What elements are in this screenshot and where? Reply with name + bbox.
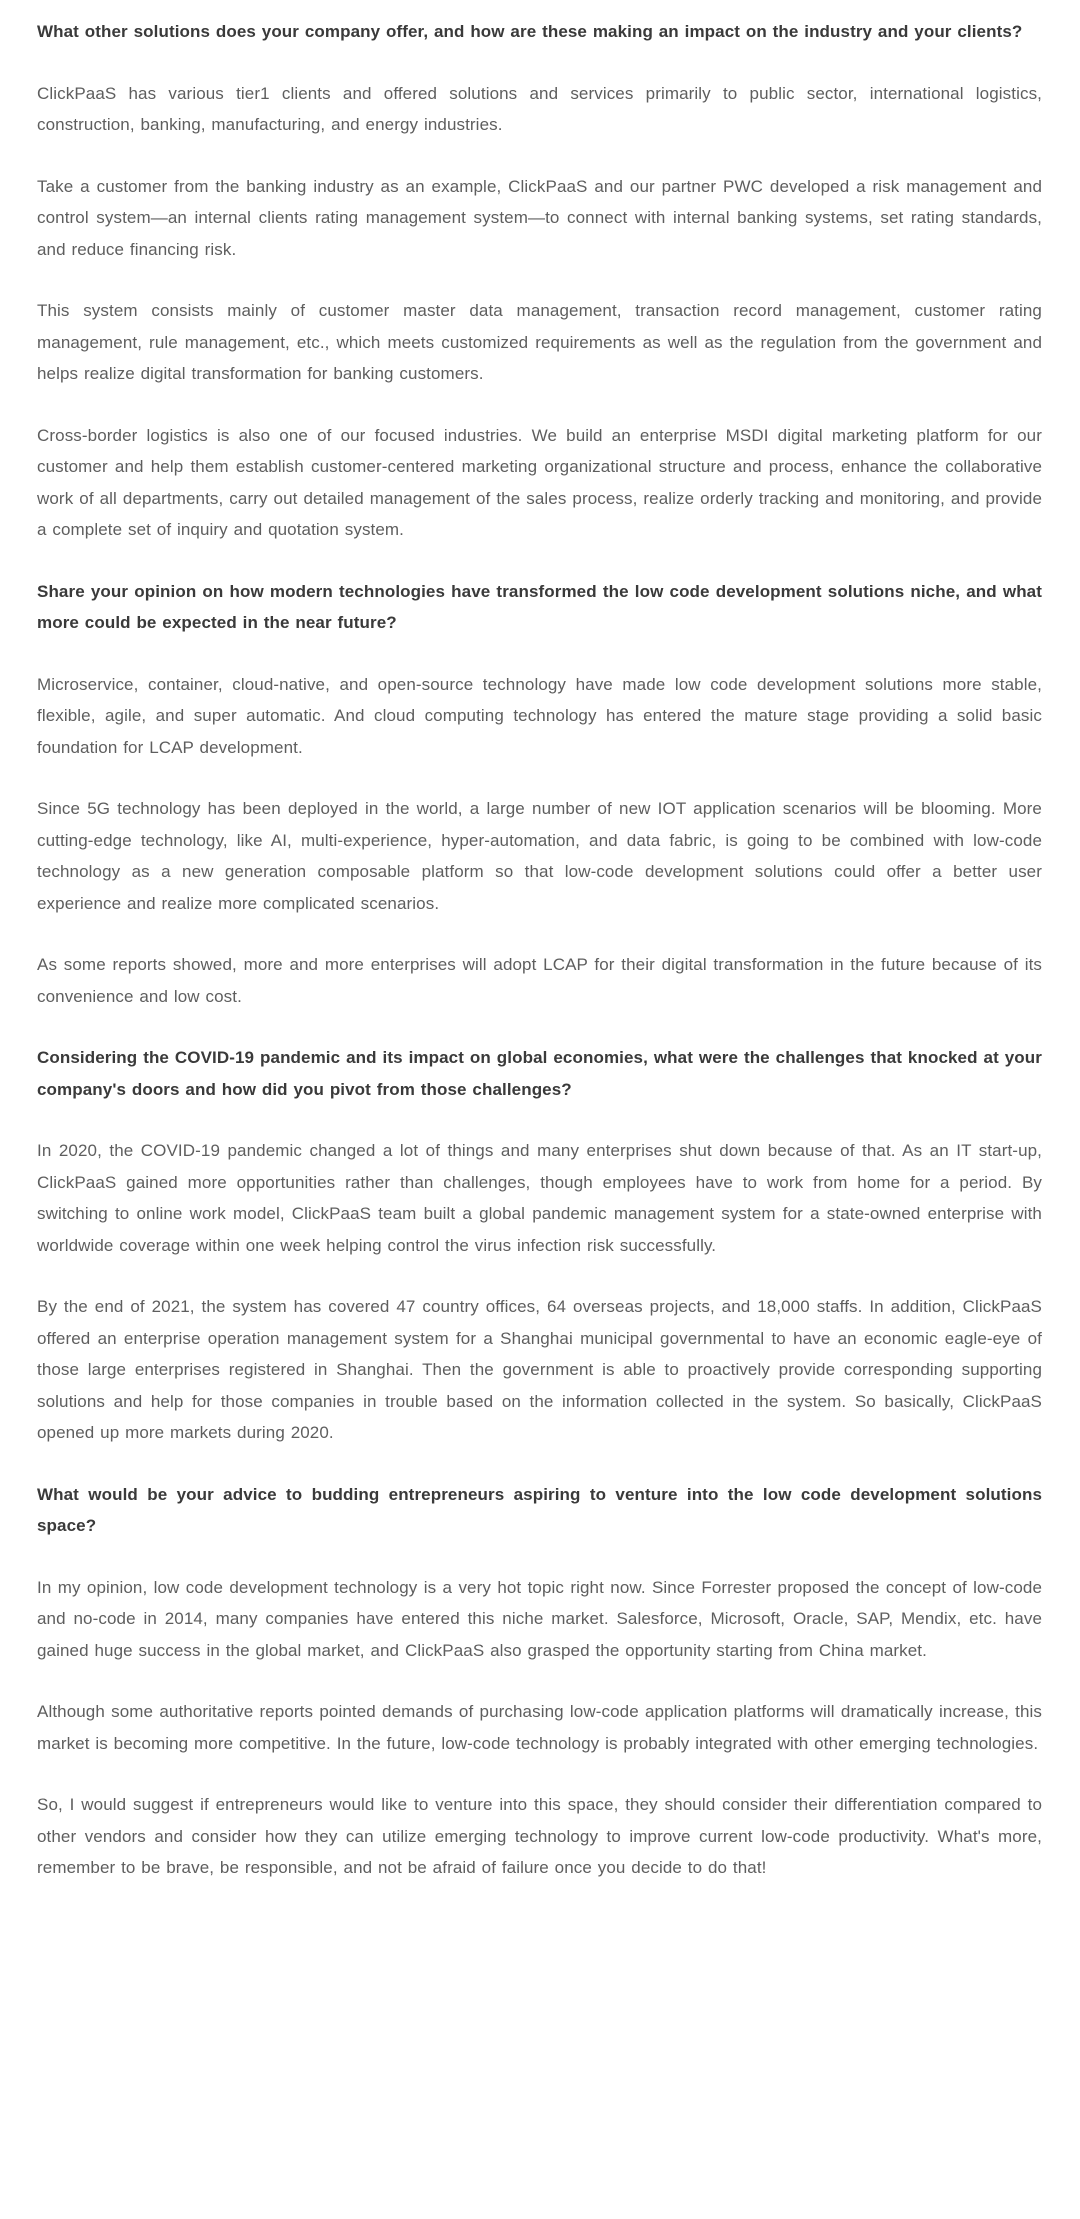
interview-answer-paragraph: As some reports showed, more and more enterprises will adopt LCAP for their digital transformation in the future because of its convenience and low cost. — [37, 955, 1042, 1006]
interview-answer-paragraph: Microservice, container, cloud-native, and open-source technology have made low code development solutions more stable, flexible, agile, and super automatic. And cloud computing technology has entered the mature stage providing a solid basic foundation for LCAP development. — [37, 674, 1042, 757]
interview-answer-paragraph: So, I would suggest if entrepreneurs would like to venture into this space, they should consider their differentiation compared to other vendors and consider how they can utilize emerging technology to improve current low-code productivity. What's more, remember to be brave, be responsible, and not be afraid of failure once you decide to do that! — [37, 1795, 1042, 1877]
interview-question: Share your opinion on how modern technologies have transformed the low code development solutions niche, and what more could be expected in the near future? — [37, 581, 1042, 632]
interview-answer-paragraph: By the end of 2021, the system has covered 47 country offices, 64 overseas projects, and 18,000 staffs. In addition, ClickPaaS offered an enterprise operation management system for a Shanghai municipal governmental to have an economic eagle-eye of those large enterprises registered in Shanghai. Then the government is able to proactively provide corresponding supporting solutions and help for those companies in trouble based on the information collected in the system. So basically, ClickPaaS opened up more markets during 2020. — [37, 1297, 1042, 1442]
interview-question: What would be your advice to budding entrepreneurs aspiring to venture into the low code development solutions space? — [37, 1484, 1042, 1535]
interview-answer-paragraph: Although some authoritative reports pointed demands of purchasing low-code application platforms will dramatically increase, this market is becoming more competitive. In the future, low-code technology is probably integrated with other emerging technologies. — [37, 1702, 1042, 1753]
interview-answer-paragraph: In my opinion, low code development technology is a very hot topic right now. Since Forrester proposed the concept of low-code and no-code in 2014, many companies have entered this niche market. Salesforce, Microsoft, Oracle, SAP, Mendix, etc. have gained huge success in the global market, and ClickPaaS also grasped the opportunity starting from China market. — [37, 1577, 1042, 1660]
interview-question: Considering the COVID-19 pandemic and its impact on global economies, what were the challenges that knocked at your company's doors and how did you pivot from those challenges? — [37, 1048, 1042, 1099]
interview-answer-paragraph: Take a customer from the banking industry as an example, ClickPaaS and our partner PWC developed a risk management and control system—an internal clients rating management system—to connect with internal banking systems, set rating standards, and reduce financing risk. — [37, 176, 1042, 259]
interview-answer-paragraph: In 2020, the COVID-19 pandemic changed a lot of things and many enterprises shut down because of that. As an IT start-up, ClickPaaS gained more opportunities rather than challenges, though employees have to work from home for a period. By switching to online work model, ClickPaaS team built a global pandemic management system for a state-owned enterprise with worldwide coverage within one week helping control the virus infection risk successfully. — [37, 1141, 1042, 1255]
article-body — [37, 16, 1042, 1884]
interview-question: What other solutions does your company offer, and how are these making an impact on the industry and your clients? — [37, 22, 1023, 41]
interview-answer-paragraph: Since 5G technology has been deployed in the world, a large number of new IOT application scenarios will be blooming. More cutting-edge technology, like AI, multi-experience, hyper-automation, and data fabric, is going to be combined with low-code technology as a new generation composable platform so that low-code development solutions could offer a better user experience and realize more complicated scenarios. — [37, 799, 1042, 913]
interview-answer-paragraph: ClickPaaS has various tier1 clients and offered solutions and services primarily to public sector, international logistics, construction, banking, manufacturing, and energy industries. — [37, 83, 1042, 134]
interview-answer-paragraph: Cross-border logistics is also one of our focused industries. We build an enterprise MSDI digital marketing platform for our customer and help them establish customer-centered marketing organizational structure and process, enhance the collaborative work of all departments, carry out detailed management of the sales process, realize orderly tracking and monitoring, and provide a complete set of inquiry and quotation system. — [37, 425, 1042, 539]
interview-answer-paragraph: This system consists mainly of customer master data management, transaction record management, customer rating management, rule management, etc., which meets customized requirements as well as the regulation from the government and helps realize digital transformation for banking customers. — [37, 301, 1042, 383]
